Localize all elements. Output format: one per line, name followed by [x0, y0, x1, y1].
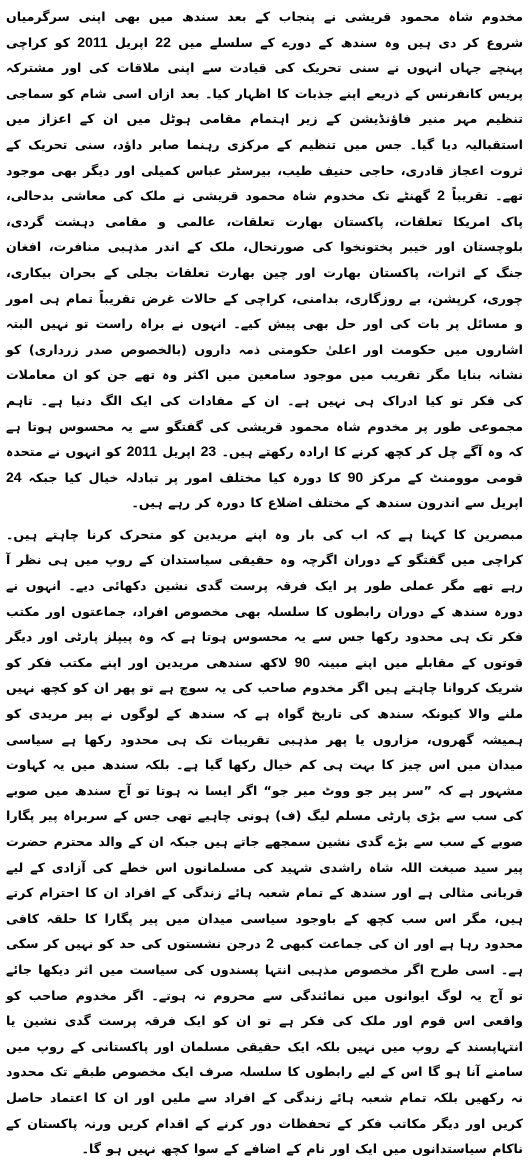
- article-paragraph-2: مبصرین کا کہنا ہے کہ اب کی بار وہ اپنے مریدین کو متحرک کرنا چاہتے ہیں۔ کراچی میں گفتگو کے دوران اگرچہ وہ حقیقی سیاستدان کے روپ میں ہی نظر آ رہے تھے مگر عملی طور پر ایک فرقہ پرست گدی نشین دکھائی دیے۔ انہوں نے دورہ سندھ کے دوران رابطوں کا سلسلہ بھی مخصوص افراد، جماعتوں اور مکتب فکر تک ہی محدود رکھا جس سے یہ محسوس ہوتا ہے کہ وہ پیپلز پارٹی اور دیگر قوتوں کے مقابلے میں اپنے مبینہ 90 لاکھ سندھی مریدین اور اپنے مکتب فکر کو شریک کروانا چاہتے ہیں اگر مخدوم صاحب کی یہ سوچ ہے تو پھر ان کو کچھ نہیں ملنے والا کیونکہ سندھ کی تاریخ گواہ ہے کہ سندھ کے لوگوں نے پیر مریدی کو ہمیشہ گھروں، مزاروں یا پھر مذہبی تقریبات تک ہی محدود رکھا ہے سیاسی میدان میں اس چیز کا بہت ہی کم خیال رکھا گیا ہے۔ بلکہ سندھ میں یہ کہاوت مشہور ہے کہ ”سر پیر جو ووٹ میر جو“ اگر ایسا نہ ہوتا تو آج سندھ میں صوبے کی سب سے بڑی پارٹی مسلم لیگ (ف) ہونی چاہیے تھی جس کے سربراہ پیر پگارا صوبے کے سب سے بڑے گدی نشین سمجھے جاتے ہیں جبکہ ان کے والد محترم حضرت پیر سید صبغت اللہ شاہ راشدی شہید کی مسلمانوں اس خطے کی آزادی کے لیے قربانی مثالی ہے اور سندھ کے تمام شعبہ ہائے زندگی کے افراد ان کا احترام کرتے ہیں، مگر اس سب کچھ کے باوجود سیاسی میدان میں پیر پگارا کا حلقہ کافی محدود رہا ہے اور ان کی جماعت کبھی 2 درجن نشستوں کی حد کو نہیں کر سکی ہے۔ اسی طرح اگر مخصوص مذہبی انتہا پسندوں کی سیاست میں اثر دیکھا جائے تو آج یہ لوگ ایوانوں میں نمائندگی سے محروم نہ ہوتے۔ اگر مخدوم صاحب کو واقعی اس قوم اور ملک کی فکر ہے تو ان کو ایک فرقہ پرست گدی نشین یا انتہاپسند کے روپ میں نہیں بلکہ ایک حقیقی مسلمان اور پاکستانی کے روپ میں سامنے آنا ہو گا اس کے لیے رابطوں کا سلسلہ صرف ایک مخصوص طبقے تک محدود نہ رکھیں بلکہ تمام شعبہ ہائے زندگی کے افراد سے ملیں اور ان کا اعتماد حاصل کریں اور دیگر مکاتب فکر کے تحفظات دور کرنے کے اقدام کریں ورنہ پاکستان کے ناکام سیاستدانوں میں ایک اور نام کے اضافے کے سوا کچھ نہیں ہو گا۔: [6, 526, 524, 1157]
- article-page: [6, 4, 524, 1157]
- article-paragraph-1: مخدوم شاہ محمود قریشی نے پنجاب کے بعد سندھ میں بھی اپنی سرگرمیاں شروع کر دی ہیں وہ سندھ کے دورے کے سلسلے میں 22 اپریل 2011 کو کراچی پہنچے جہاں انہوں نے سنی تحریک کی قیادت سے اپنی ملاقات کی اور مشترکہ پریس کانفرنس کے ذریعے اپنے جذبات کا اظہار کیا۔ بعد ازاں اسی شام کو سماجی تنظیم مہر منیر فاؤنڈیشن کے زیر اہتمام مقامی ہوٹل میں ان کے اعزاز میں استقبالیہ دیا گیا۔ جس میں تنظیم کے مرکزی رہنما صابر داؤد، سنی تحریک کے ثروت اعجاز قادری، حاجی حنیف طیب، بیرسٹر عباس کمیلی اور دیگر بھی موجود تھے۔ تقریباً 2 گھنٹے تک مخدوم شاہ محمود قریشی نے ملک کی معاشی بدحالی، پاک امریکا تعلقات، پاکستان بھارت تعلقات، عالمی و مقامی دہشت گردی، بلوچستان اور خیبر پختونخوا کی صورتحال، ملک کے اندر مذہبی منافرت، افغان جنگ کے اثرات، پاکستان بھارت اور چین بھارت تعلقات بجلی کے بحران بیکاری، چوری، کرپشن، بے روزگاری، بدامنی، کراچی کے حالات غرض تقریباً تمام ہی امور و مسائل پر بات کی اور حل بھی پیش کیے۔ انہوں نے براہ راست تو نہیں البتہ اشاروں میں حکومت اور اعلیٰ حکومتی ذمہ داروں (بالخصوص صدر زرداری) کو نشانہ بنایا مگر تقریب میں موجود سامعین میں اکثر وہ تھے جن کو ان معاملات کی فکر تو کیا ادراک ہی نہیں ہے۔ ان کے مفادات کی ایک الگ دنیا ہے۔ تاہم مجموعی طور پر مخدوم شاہ محمود قریشی کی گفتگو سے یہ محسوس ہوتا ہے کہ وہ آگے چل کر کچھ کرنے کا ارادہ رکھتے ہیں۔ 23 اپریل 2011 کو انہوں نے متحدہ قومی موومنٹ کے مرکز 90 کا دورہ کیا مختلف امور پر تبادلہ خیال کیا جبکہ 24 اپریل سے اندرون سندھ کے مختلف اضلاع کا دورہ کر رہے ہیں۔: [6, 9, 524, 511]
